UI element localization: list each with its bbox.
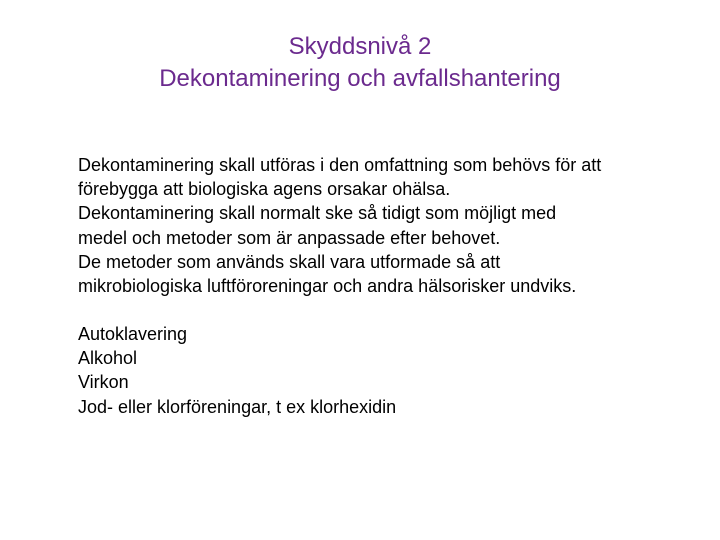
list-item: Virkon [78, 372, 129, 393]
body-line: Dekontaminering skall utföras i den omfattning som behövs för att [78, 155, 602, 175]
methods-list [78, 322, 698, 419]
body-paragraphs [78, 153, 698, 298]
slide-title [40, 31, 680, 95]
list-item: Jod- eller klorföreningar, t ex klorhexidin [78, 396, 397, 417]
list-item: Autoklavering [78, 324, 188, 344]
body-line: Dekontaminering skall normalt ske så tidigt som möjligt med [78, 203, 557, 224]
title-line-1: Skyddsnivå 2 [288, 33, 432, 60]
body-line: De metoder som används skall vara utformade så att [78, 251, 501, 272]
body-line: mikrobiologiska luftföroreningar och andra hälsorisker undviks. [78, 276, 577, 297]
body-line: medel och metoder som är anpassade efter behovet. [78, 227, 501, 248]
list-item: Alkohol [78, 348, 138, 369]
body-line: förebygga att biologiska agens orsakar ohälsa. [78, 179, 451, 200]
title-line-2: Dekontaminering och avfallshantering [159, 65, 561, 92]
